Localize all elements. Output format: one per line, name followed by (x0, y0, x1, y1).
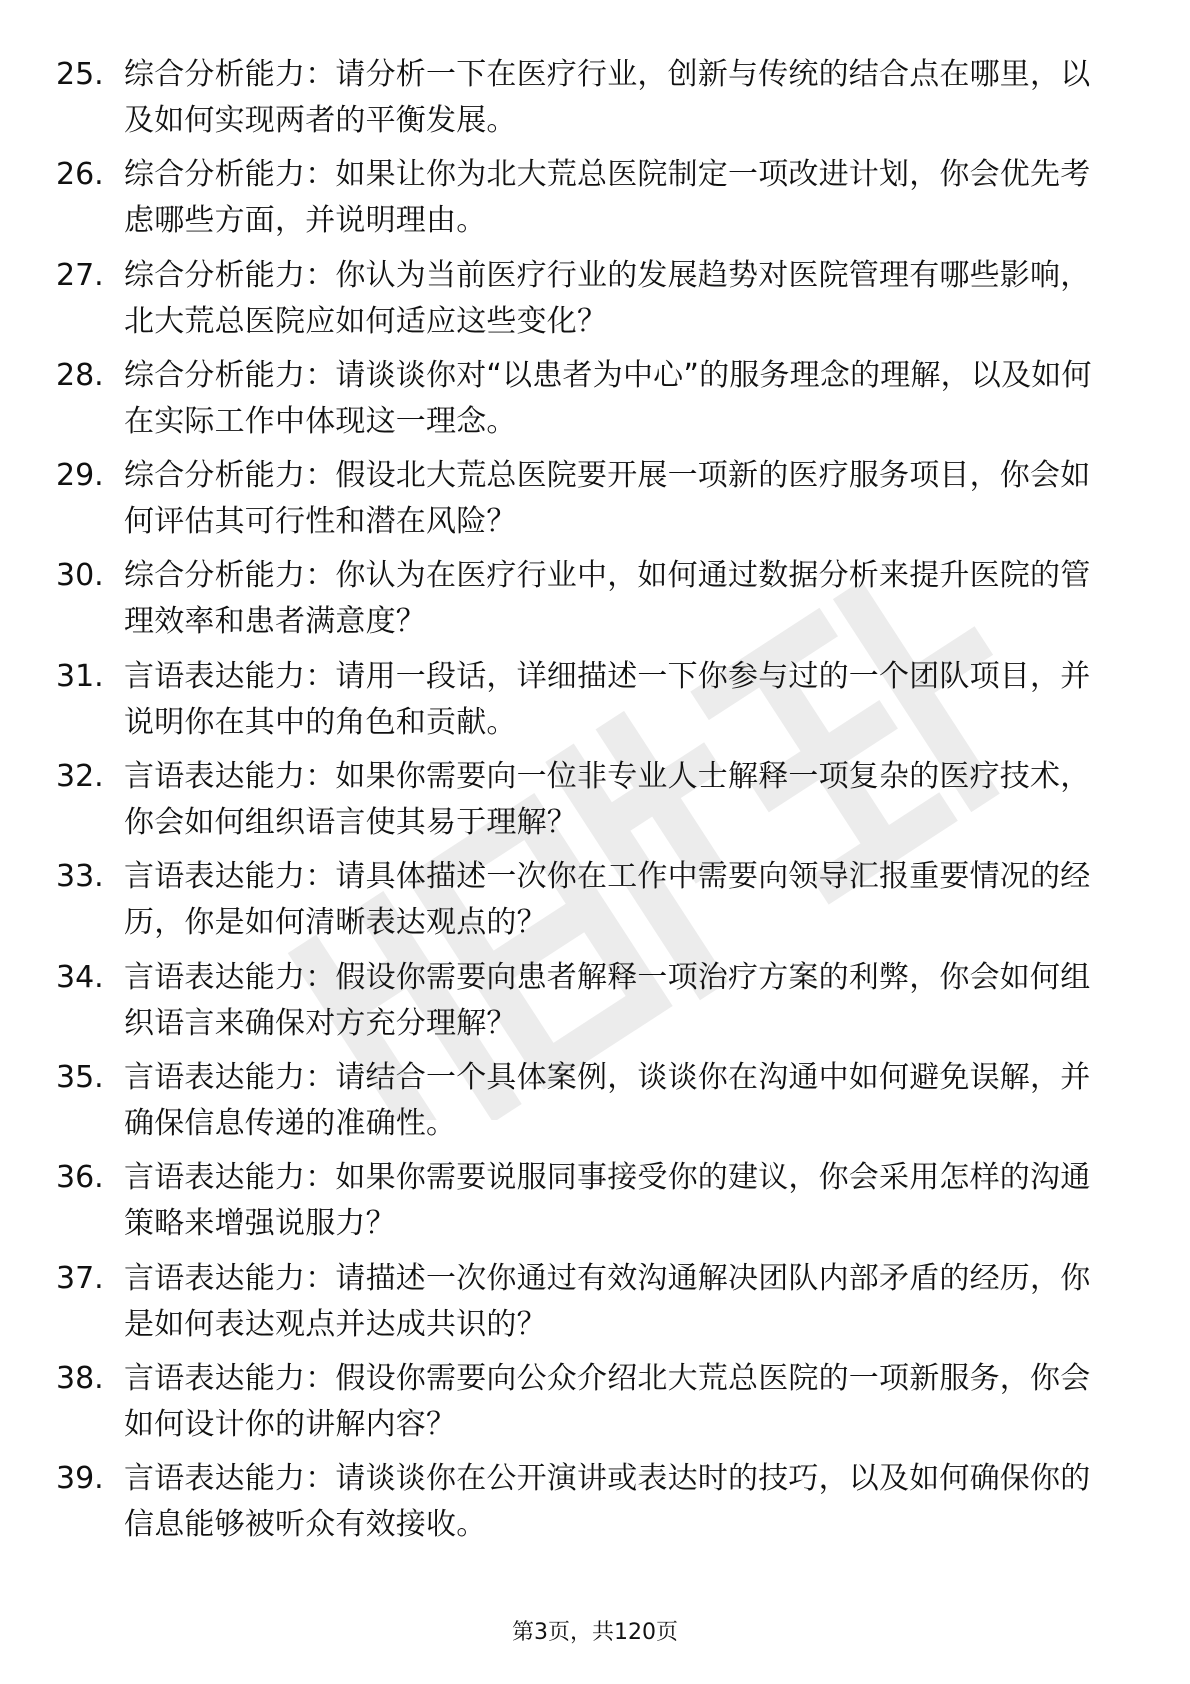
question-item-26 (0, 152, 1190, 248)
question-text: 综合分析能力：你认为当前医疗行业的发展趋势对医院管理有哪些影响，北大荒总医院应如何适应这些变化？ (124, 257, 1091, 339)
question-number: 35. (56, 1059, 104, 1095)
question-item-28 (0, 353, 1190, 449)
question-text: 言语表达能力：请具体描述一次你在工作中需要向领导汇报重要情况的经历，你是如何清晰表达观点的？ (124, 859, 1091, 941)
question-text: 综合分析能力：如果让你为北大荒总医院制定一项改进计划，你会优先考虑哪些方面，并说明理由。 (124, 157, 1091, 239)
question-text: 言语表达能力：请谈谈你在公开演讲或表达时的技巧，以及如何确保你的信息能够被听众有效接收。 (124, 1461, 1091, 1543)
question-item-35 (0, 1055, 1190, 1151)
question-number: 30. (56, 558, 104, 594)
question-item-27 (0, 253, 1190, 349)
question-text: 综合分析能力：请分析一下在医疗行业，创新与传统的结合点在哪里，以及如何实现两者的平衡发展。 (124, 57, 1091, 138)
question-number: 25. (56, 57, 104, 92)
question-number: 32. (56, 759, 104, 795)
page-number-label: 第3页，共120页 (512, 1620, 678, 1645)
question-item-37 (0, 1256, 1190, 1352)
question-item-31 (0, 654, 1190, 750)
question-number: 36. (56, 1160, 104, 1196)
question-text: 言语表达能力：如果你需要说服同事接受你的建议，你会采用怎样的沟通策略来增强说服力？ (124, 1160, 1091, 1242)
question-item-38 (0, 1356, 1190, 1452)
question-number: 33. (56, 859, 104, 895)
question-item-34 (0, 955, 1190, 1051)
question-item-39 (0, 1456, 1190, 1552)
question-item-33 (0, 854, 1190, 950)
question-number: 28. (56, 357, 104, 393)
question-number: 26. (56, 157, 104, 193)
question-number: 39. (56, 1461, 104, 1497)
question-number: 27. (56, 257, 104, 293)
question-item-32 (0, 754, 1190, 850)
question-number: 29. (56, 458, 104, 494)
question-number: 34. (56, 959, 104, 995)
question-text: 言语表达能力：请结合一个具体案例，谈谈你在沟通中如何避免误解，并确保信息传递的准确性。 (124, 1059, 1091, 1141)
question-number: 31. (56, 658, 104, 694)
question-text: 言语表达能力：请用一段话，详细描述一下你参与过的一个团队项目，并说明你在其中的角色和贡献。 (124, 658, 1091, 740)
question-text: 综合分析能力：请谈谈你对“以患者为中心”的服务理念的理解，以及如何在实际工作中体现这一理念。 (124, 357, 1092, 439)
question-list (0, 52, 1190, 1556)
page-footer (0, 1618, 1190, 1648)
question-item-29 (0, 453, 1190, 549)
question-text: 言语表达能力：请描述一次你通过有效沟通解决团队内部矛盾的经历，你是如何表达观点并达成共识的？ (124, 1260, 1091, 1342)
question-item-30 (0, 553, 1190, 649)
question-item-25 (0, 52, 1190, 148)
question-number: 37. (56, 1260, 104, 1296)
question-text: 言语表达能力：假设你需要向公众介绍北大荒总医院的一项新服务，你会如何设计你的讲解内容？ (124, 1360, 1091, 1442)
question-text: 言语表达能力：假设你需要向患者解释一项治疗方案的利弊，你会如何组织语言来确保对方充分理解？ (124, 959, 1091, 1041)
question-text: 综合分析能力：你认为在医疗行业中，如何通过数据分析来提升医院的管理效率和患者满意度？ (124, 558, 1091, 640)
question-text: 综合分析能力：假设北大荒总医院要开展一项新的医疗服务项目，你会如何评估其可行性和潜在风险？ (124, 458, 1091, 540)
question-item-36 (0, 1155, 1190, 1251)
question-number: 38. (56, 1360, 104, 1396)
question-text: 言语表达能力：如果你需要向一位非专业人士解释一项复杂的医疗技术，你会如何组织语言使其易于理解？ (124, 759, 1091, 841)
